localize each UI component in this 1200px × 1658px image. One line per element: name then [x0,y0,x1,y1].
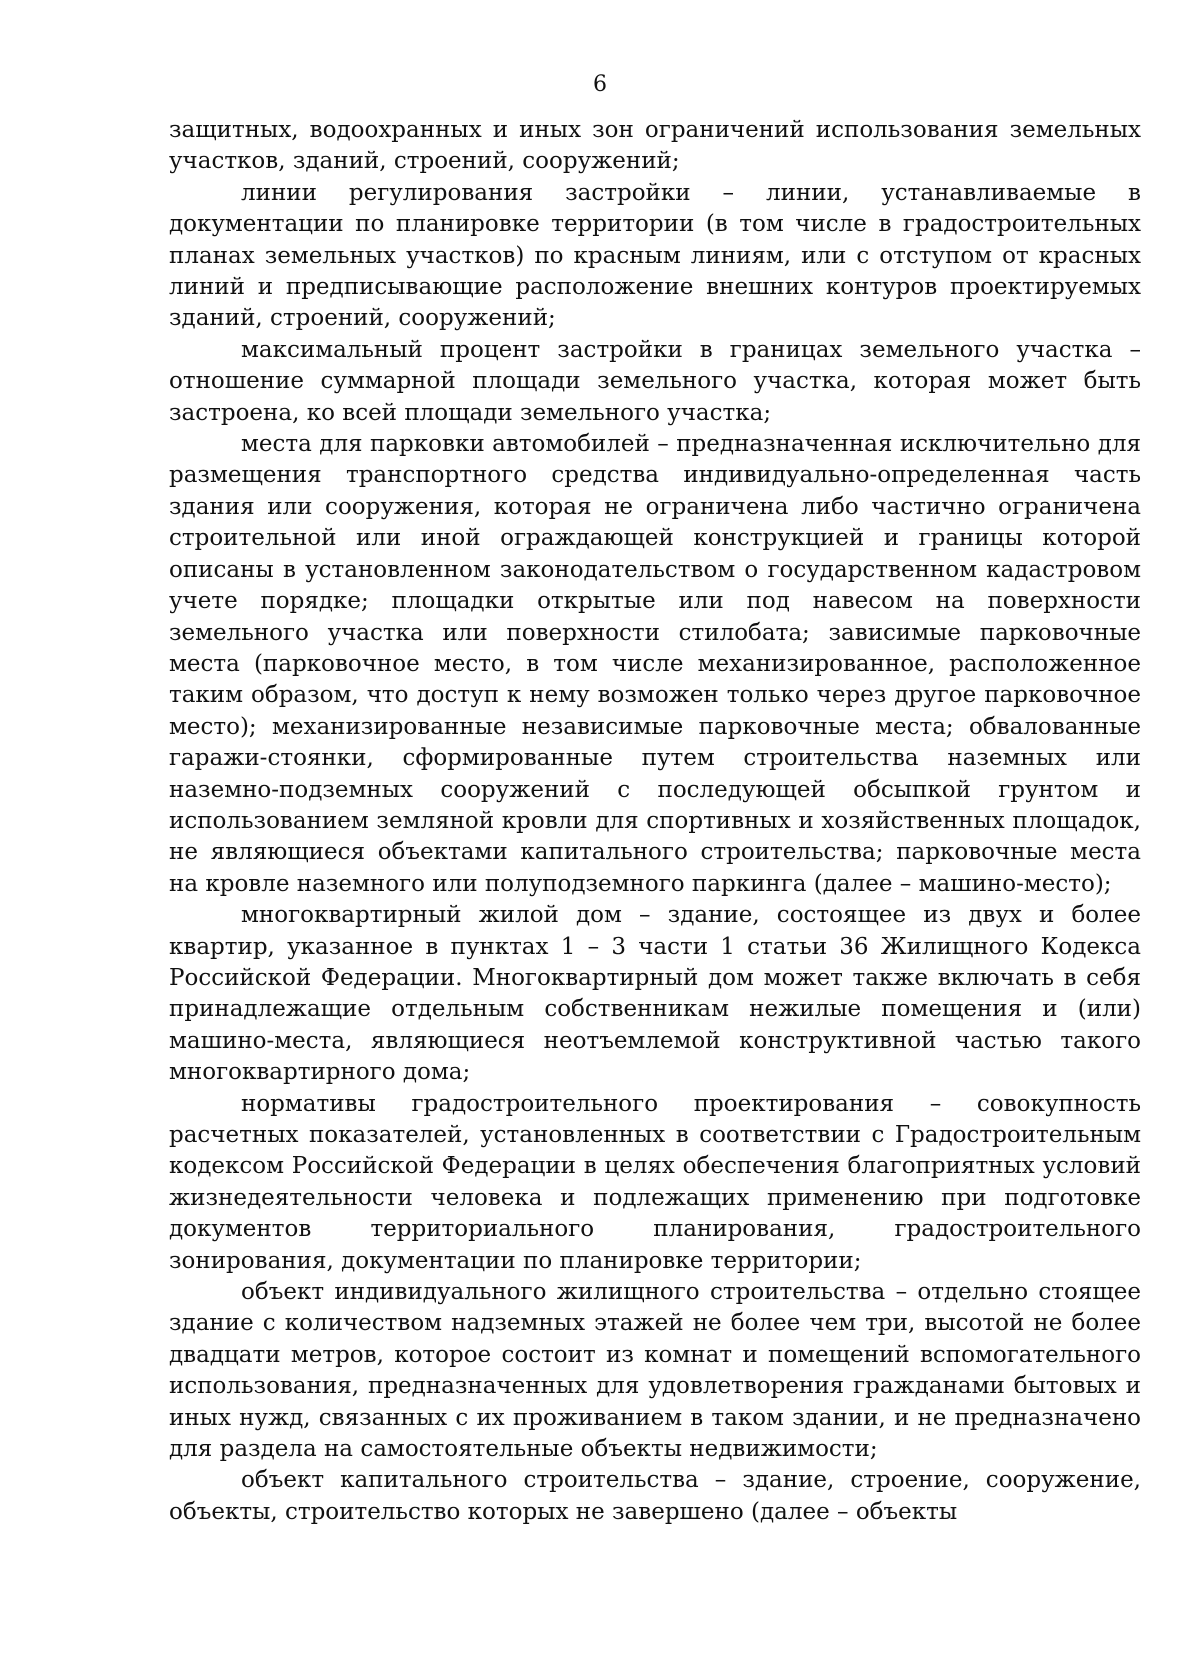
document-body [169,115,1141,1528]
paragraph-max-building-percent: максимальный процент застройки в границах земельного участка – отношение суммарной площади земельного участка, которая может быть застроена, ко всей площади земельного участка; [169,336,1141,426]
paragraph-urban-planning-standards: нормативы градостроительного проектирования – совокупность расчетных показателей, установленных в соответствии с Градостроительным кодексом Российской Федерации в целях обеспечения благоприятных условий жизнедеятельности человека и подлежащих применению при подготовке документов территориального планирования, градостроительного зонирования, документации по планировке территории; [169,1090,1141,1274]
paragraph-individual-housing: объект индивидуального жилищного строительства – отдельно стоящее здание с количеством надземных этажей не более чем три, высотой не более двадцати метров, которое состоит из комнат и помещений вспомогательного использования, предназначенных для удовлетворения гражданами бытовых и иных нужд, связанных с их проживанием в таком здании, и не предназначено для раздела на самостоятельные объекты недвижимости; [169,1279,1141,1463]
paragraph-continuation: защитных, водоохранных и иных зон ограничений использования земельных участков, зданий, строений, сооружений; [169,117,1141,175]
paragraph-parking-places: места для парковки автомобилей – предназначенная исключительно для размещения транспортного средства индивидуально-определенная часть здания или сооружения, которая не ограничена либо частично ограничена строительной или иной ограждающей конструкцией и границы которой описаны в установленном законодательством о государственном кадастровом учете порядке; площадки открытые или под навесом на поверхности земельного участка или поверхности стилобата; зависимые парковочные места (парковочное место, в том числе механизированное, расположенное таким образом, что доступ к нему возможен только через другое парковочное место); механизированные независимые парковочные места; обвалованные гаражи-стоянки, сформированные путем строительства наземных или наземно-подземных сооружений с последующей обсыпкой грунтом и использованием земляной кровли для спортивных и хозяйственных площадок, не являющиеся объектами капитального строительства; парковочные места на кровле наземного или полуподземного паркинга (далее – машино-место); [169,431,1141,897]
page-number: 6 [593,72,607,97]
paragraph-building-regulation-lines: линии регулирования застройки – линии, устанавливаемые в документации по планировке территории (в том числе в градостроительных планах земельных участков) по красным линиям, или с отступом от красных линий и предписывающие расположение внешних контуров проектируемых зданий, строений, сооружений; [169,179,1141,332]
paragraph-capital-construction: объект капитального строительства – здание, строение, сооружение, объекты, строительство которых не завершено (далее – объекты [169,1467,1141,1525]
paragraph-apartment-building: многоквартирный жилой дом – здание, состоящее из двух и более квартир, указанное в пунктах 1 – 3 части 1 статьи 36 Жилищного Кодекса Российской Федерации. Многоквартирный дом может также включать в себя принадлежащие отдельным собственникам нежилые помещения и (или) машино-места, являющиеся неотъемлемой конструктивной частью такого многоквартирного дома; [169,902,1141,1086]
